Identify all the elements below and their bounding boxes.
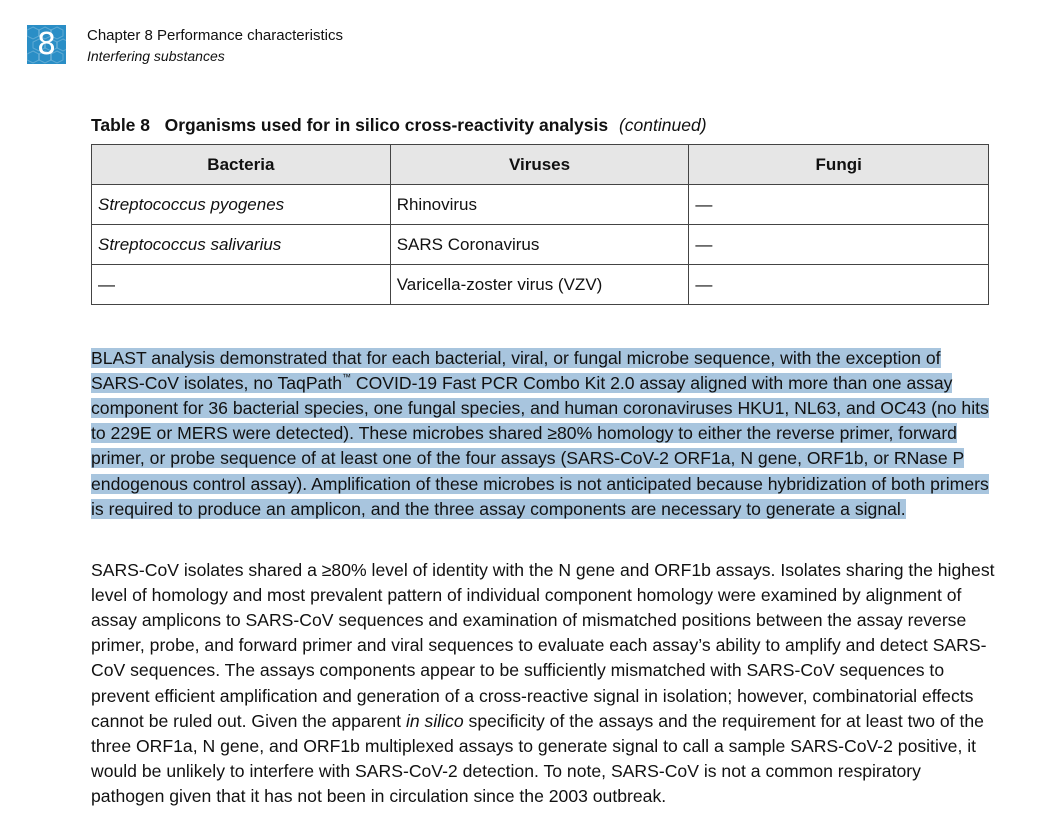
blast-analysis-paragraph (91, 346, 991, 522)
trademark-symbol: ™ (342, 371, 352, 382)
virus-cell: Rhinovirus (390, 185, 689, 225)
sars-cov-paragraph (91, 558, 996, 810)
section-subtitle: Interfering substances (87, 48, 225, 64)
column-header-viruses: Viruses (390, 145, 689, 185)
paragraph2-text-a: SARS-CoV isolates shared a ≥80% level of identity with the N gene and ORF1b assays. Isolates sharing the highest level of homology and most prevalent pattern of individual component homology were examined by alignment of assay amplicons to SARS-CoV sequences and examination of mismatched positions between the assay reverse primer, probe, and forward primer and viral sequences to evaluate each assay’s ability to amplify and detect SARS-CoV sequences. The assays components appear to be sufficiently mismatched with SARS-CoV sequences to prevent efficient amplification and generation of a cross-reactive signal in isolation; however, combinatorial effects cannot be ruled out. Given the apparent (91, 559, 995, 731)
table-continued: (continued) (618, 115, 707, 135)
paragraph1-text-a: BLAST analysis demonstrated that for each bacterial, viral, or fungal microbe sequence, with the exception of SARS-CoV isolates, no TaqPath (91, 347, 941, 393)
virus-cell: SARS Coronavirus (390, 225, 689, 265)
table-header-row (92, 145, 989, 185)
highlighted-text (91, 348, 989, 519)
column-header-bacteria: Bacteria (92, 145, 391, 185)
chapter-title: Performance characteristics (157, 27, 343, 44)
column-header-fungi: Fungi (689, 145, 989, 185)
table-row (92, 225, 989, 265)
table-row (92, 185, 989, 225)
fungi-cell: — (689, 265, 989, 305)
paragraph2-text-b: specificity of the assays and the requirement for at least two of the three ORF1a, N gene, and ORF1b multiplexed assays to generate signal to call a sample SARS-CoV-2 positive, it would be unlikely to interfere with SARS-CoV-2 detection. To note, SARS-CoV is not a common respiratory pathogen given that it has not been in circulation since the 2003 outbreak. (91, 710, 984, 807)
table-caption-text: Table 8 Organisms used for in silico cross-reactivity analysis (91, 115, 609, 135)
fungi-cell: — (689, 225, 989, 265)
bacteria-cell: Streptococcus pyogenes (92, 185, 391, 225)
chapter-number: 8 (36, 27, 57, 62)
bacteria-cell: Streptococcus salivarius (92, 225, 391, 265)
table-caption (91, 114, 707, 136)
chapter-label: Chapter 8 (87, 27, 153, 44)
fungi-cell: — (689, 185, 989, 225)
bacteria-cell: — (92, 265, 391, 305)
paragraph1-text-b: COVID-19 Fast PCR Combo Kit 2.0 assay aligned with more than one assay component for 36 bacterial species, one fungal species, and human coronaviruses HKU1, NL63, and OC43 (no hits to 229E or MERS were detected). These microbes shared ≥80% homology to either the reverse primer, forward primer, or probe sequence of at least one of the four assays (SARS-CoV-2 ORF1a, N gene, ORF1b, or RNase P endogenous control assay). Amplification of these microbes is not anticipated because hybridization of both primers is required to produce an amplicon, and the three assay components are necessary to generate a signal. (91, 372, 989, 519)
chapter-badge (27, 25, 66, 64)
chapter-heading (87, 26, 343, 45)
virus-cell: Varicella-zoster virus (VZV) (390, 265, 689, 305)
in-silico-italic: in silico (405, 710, 464, 731)
table-row (92, 265, 989, 305)
organisms-table (91, 144, 989, 305)
